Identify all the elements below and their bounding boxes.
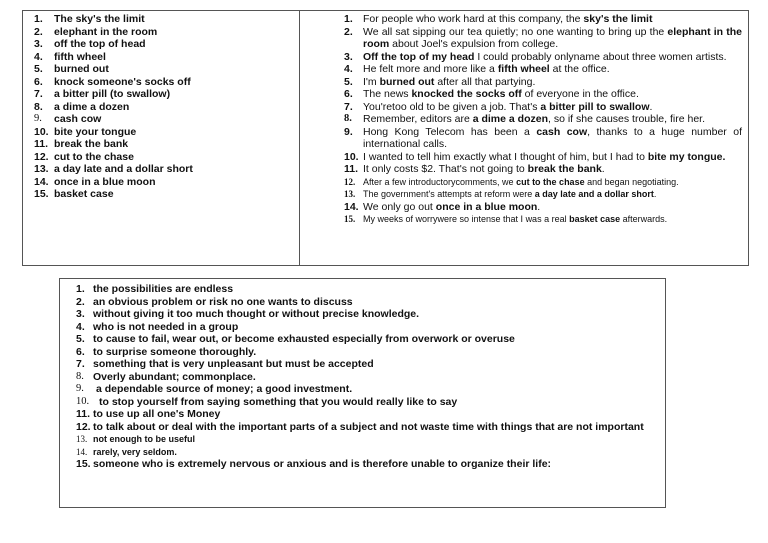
- meaning-item: 1. the possibilities are endless: [76, 283, 234, 295]
- idiom-item: 4. fifth wheel: [34, 50, 106, 63]
- meaning-item: 12. to talk about or deal with the important parts of a subject and not waste time with things that are not important: [76, 420, 644, 433]
- sentence-item: 11. It only costs $2. That's not going to break the bank.: [344, 163, 605, 175]
- sentence-item: 13. The government's attempts at reform were a day late and a dollar short.: [344, 189, 657, 199]
- idiom-item: 13. a day late and a dollar short: [34, 163, 193, 175]
- sentence-item: 14. We only go out once in a blue moon.: [344, 200, 541, 213]
- idiom-item: 8. a dime a dozen: [34, 100, 130, 113]
- sentence-item: 12. After a few introductorycomments, we cut to the chase and began negotiating.: [344, 176, 679, 187]
- idiom-item: 1. The sky's the limit: [34, 13, 145, 25]
- meaning-item: 4. who is not needed in a group: [76, 320, 239, 333]
- meaning-item: 7. something that is very unpleasant but must be accepted: [76, 358, 374, 370]
- meaning-item: 6. to surprise someone thoroughly.: [76, 345, 257, 358]
- meaning-item: 14. rarely, very seldom.: [76, 446, 177, 457]
- sentence-item: 8. Remember, editors are a dime a dozen, so if she causes trouble, fire her.: [344, 113, 705, 125]
- sentence-item: 6. The news knocked the socks off of everyone in the office.: [344, 88, 639, 100]
- idiom-item: 14. once in a blue moon: [34, 175, 156, 188]
- meanings-list: [76, 283, 651, 471]
- sentence-item: 10. I wanted to tell him exactly what I thought of him, but I had to bite my tongue.: [344, 150, 726, 163]
- meaning-item: 5. to cause to fail, wear out, or become exhausted especially from overwork or overuse: [76, 333, 515, 345]
- meaning-item: 13. not enough to be useful: [76, 434, 195, 444]
- idiom-item: 5. burned out: [34, 63, 109, 75]
- example-sentences-list: [344, 13, 742, 226]
- idioms-list: [34, 13, 193, 201]
- sentence-item: 1. For people who work hard at this company, the sky's the limit: [344, 13, 653, 25]
- meaning-item: 8. Overly abundant; commonplace.: [76, 370, 256, 383]
- meaning-item: 10. to stop yourself from saying something that you would really like to say: [76, 395, 458, 408]
- meaning-item: 11. to use up all one's Money: [76, 408, 221, 420]
- sentence-item: 5. I'm burned out after all that partying.: [344, 75, 536, 88]
- idiom-item: 2. elephant in the room: [34, 25, 158, 38]
- sentence-item: 15. My weeks of worrywere so intense that I was a real basket case afterwards.: [344, 214, 668, 224]
- idiom-item: 15. basket case: [34, 188, 114, 200]
- idiom-item: 3. off the top of head: [34, 38, 146, 50]
- idiom-item: 6. knock someone's socks off: [34, 75, 191, 88]
- sentence-item: 9. Hong Kong Telecom has been a cash cow, thanks to a huge number of international calls.: [344, 125, 742, 150]
- meaning-item: 3. without giving it too much thought or without precise knowledge.: [76, 308, 420, 320]
- idiom-item: 11. break the bank: [34, 138, 129, 150]
- idiom-item: 7. a bitter pill (to swallow): [34, 88, 171, 100]
- sentence-item: 3. Off the top of my head I could probably onlyname about three women artists.: [344, 50, 727, 63]
- sentence-item: 7. You'retoo old to be given a job. That's a bitter pill to swallow.: [344, 100, 653, 113]
- sentence-item: 2. We all sat sipping our tea quietly; no one wanting to bring up the elephant in the room about Joel's expulsion from college.: [344, 25, 742, 50]
- idiom-item: 10. bite your tongue: [34, 125, 137, 138]
- meaning-item: 2. an obvious problem or risk no one wants to discuss: [76, 295, 353, 308]
- meaning-item: 9. a dependable source of money; a good investment.: [76, 383, 353, 395]
- idiom-item: 9. cash cow: [34, 113, 102, 125]
- idiom-item: 12. cut to the chase: [34, 150, 134, 163]
- sentence-item: 4. He felt more and more like a fifth wheel at the office.: [344, 63, 610, 75]
- meaning-item: 15. someone who is extremely nervous or anxious and is therefore unable to organize their life:: [76, 458, 552, 470]
